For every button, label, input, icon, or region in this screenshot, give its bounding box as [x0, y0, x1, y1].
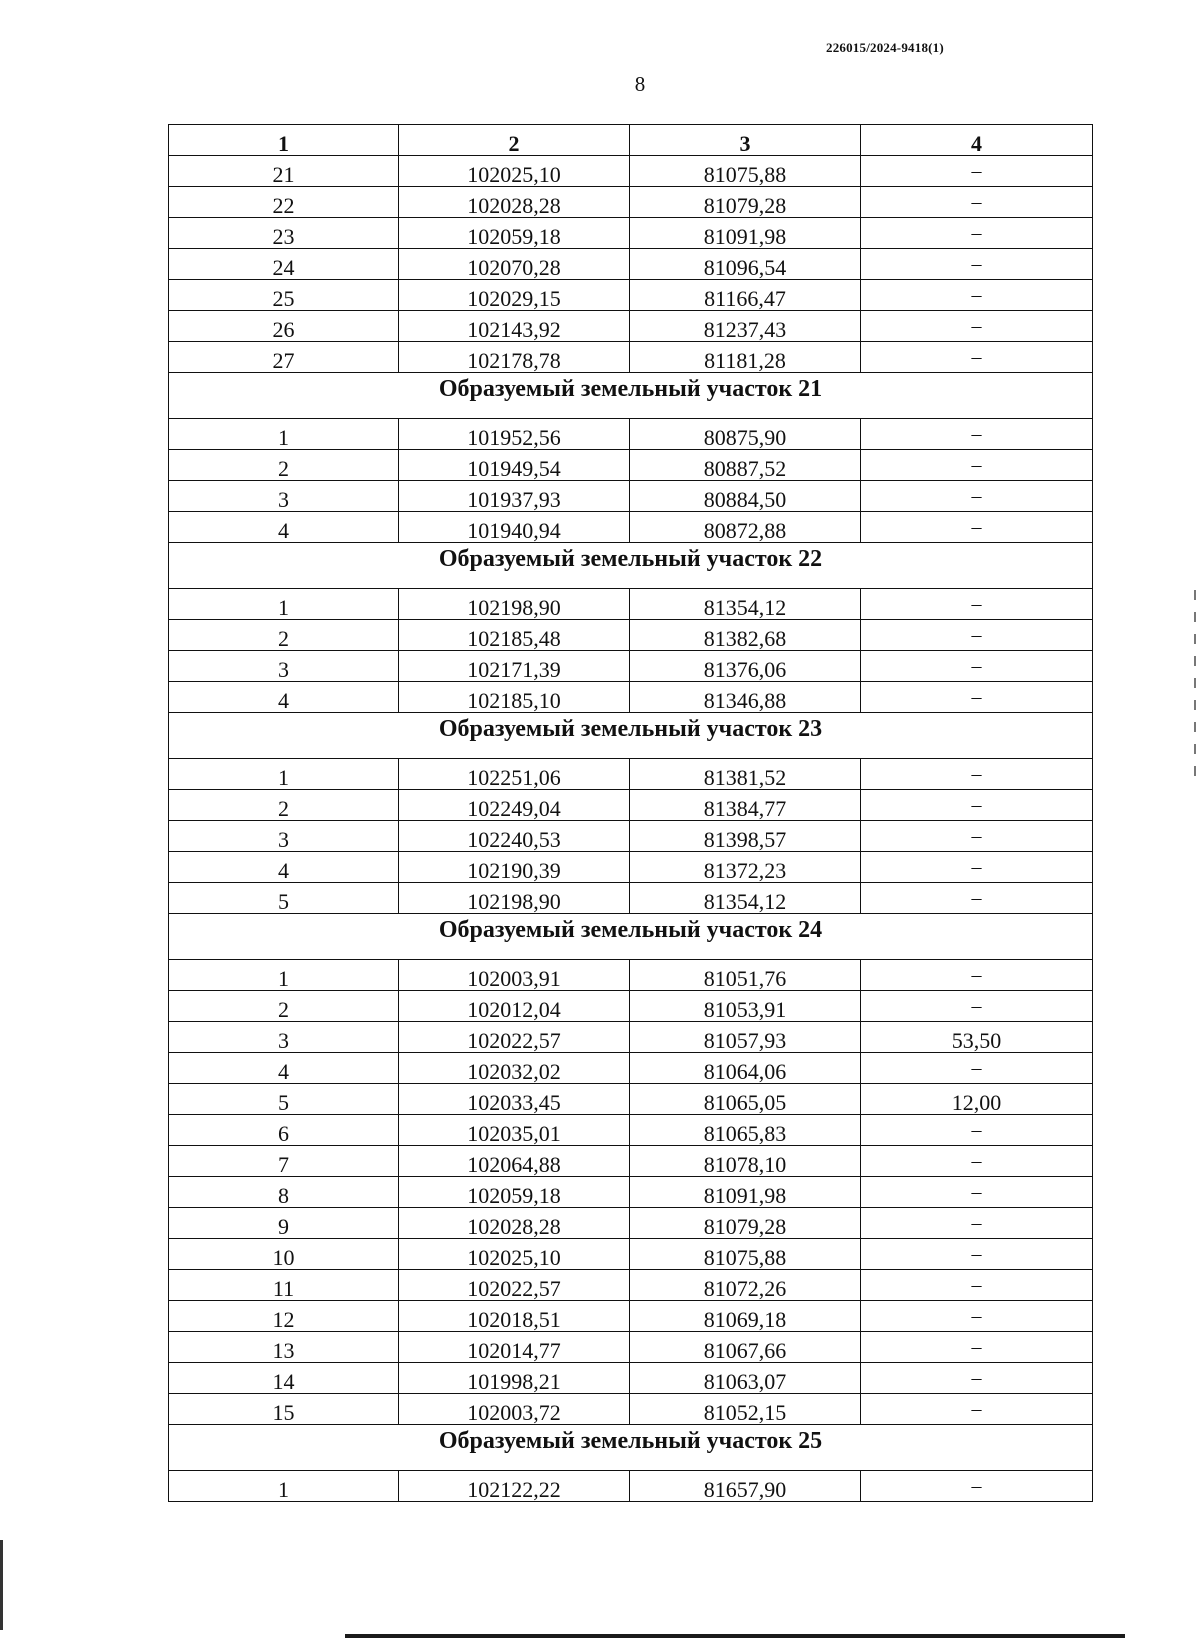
y-coordinate-cell: 81382,68 [630, 620, 861, 651]
x-coordinate-cell: 102028,28 [399, 187, 630, 218]
x-coordinate-cell: 102240,53 [399, 821, 630, 852]
x-coordinate-cell: 102143,92 [399, 311, 630, 342]
column-header-4: 4 [861, 125, 1093, 156]
y-coordinate-cell: 81078,10 [630, 1146, 861, 1177]
value-cell: – [861, 1471, 1093, 1502]
table-row [169, 311, 1093, 342]
value-cell: – [861, 1053, 1093, 1084]
table-row [169, 852, 1093, 883]
y-coordinate-cell: 81346,88 [630, 682, 861, 713]
x-coordinate-cell: 102059,18 [399, 218, 630, 249]
column-header-2: 2 [399, 125, 630, 156]
y-coordinate-cell: 81051,76 [630, 960, 861, 991]
y-coordinate-cell: 81075,88 [630, 1239, 861, 1270]
table-row [169, 991, 1093, 1022]
y-coordinate-cell: 81091,98 [630, 1177, 861, 1208]
x-coordinate-cell: 102190,39 [399, 852, 630, 883]
y-coordinate-cell: 81237,43 [630, 311, 861, 342]
y-coordinate-cell: 80875,90 [630, 419, 861, 450]
x-coordinate-cell: 102022,57 [399, 1270, 630, 1301]
table-row [169, 1471, 1093, 1502]
value-cell: – [861, 280, 1093, 311]
table-row [169, 1363, 1093, 1394]
value-cell: – [861, 1332, 1093, 1363]
point-number-cell: 26 [169, 311, 399, 342]
value-cell: 53,50 [861, 1022, 1093, 1053]
value-cell: – [861, 218, 1093, 249]
table-row [169, 481, 1093, 512]
table-row [169, 512, 1093, 543]
y-coordinate-cell: 81063,07 [630, 1363, 861, 1394]
value-cell: – [861, 1270, 1093, 1301]
value-cell: – [861, 821, 1093, 852]
table-row [169, 1053, 1093, 1084]
point-number-cell: 4 [169, 512, 399, 543]
value-cell: – [861, 883, 1093, 914]
value-cell: – [861, 589, 1093, 620]
table-row [169, 883, 1093, 914]
value-cell: – [861, 1239, 1093, 1270]
table-row [169, 419, 1093, 450]
value-cell: – [861, 1208, 1093, 1239]
table-row [169, 620, 1093, 651]
x-coordinate-cell: 102249,04 [399, 790, 630, 821]
value-cell: – [861, 991, 1093, 1022]
value-cell: – [861, 1177, 1093, 1208]
y-coordinate-cell: 81372,23 [630, 852, 861, 883]
column-header-3: 3 [630, 125, 861, 156]
table-row [169, 1115, 1093, 1146]
section-header-row [169, 914, 1093, 960]
x-coordinate-cell: 102070,28 [399, 249, 630, 280]
table-row [169, 218, 1093, 249]
table-row [169, 1084, 1093, 1115]
point-number-cell: 2 [169, 620, 399, 651]
table-row [169, 1332, 1093, 1363]
table-row [169, 1208, 1093, 1239]
y-coordinate-cell: 81057,93 [630, 1022, 861, 1053]
point-number-cell: 3 [169, 481, 399, 512]
y-coordinate-cell: 81354,12 [630, 589, 861, 620]
point-number-cell: 3 [169, 1022, 399, 1053]
y-coordinate-cell: 81166,47 [630, 280, 861, 311]
x-coordinate-cell: 102003,72 [399, 1394, 630, 1425]
coordinates-table [168, 124, 1093, 1502]
value-cell: – [861, 960, 1093, 991]
point-number-cell: 6 [169, 1115, 399, 1146]
section-title: Образуемый земельный участок 22 [169, 543, 1093, 589]
point-number-cell: 12 [169, 1301, 399, 1332]
x-coordinate-cell: 102025,10 [399, 156, 630, 187]
point-number-cell: 24 [169, 249, 399, 280]
x-coordinate-cell: 102028,28 [399, 1208, 630, 1239]
x-coordinate-cell: 102029,15 [399, 280, 630, 311]
section-title: Образуемый земельный участок 21 [169, 373, 1093, 419]
point-number-cell: 1 [169, 960, 399, 991]
y-coordinate-cell: 81376,06 [630, 651, 861, 682]
value-cell: – [861, 450, 1093, 481]
y-coordinate-cell: 81079,28 [630, 187, 861, 218]
value-cell: – [861, 1146, 1093, 1177]
point-number-cell: 23 [169, 218, 399, 249]
scan-artifact-left-edge [0, 1540, 3, 1630]
point-number-cell: 11 [169, 1270, 399, 1301]
column-header-1: 1 [169, 125, 399, 156]
y-coordinate-cell: 81079,28 [630, 1208, 861, 1239]
y-coordinate-cell: 81052,15 [630, 1394, 861, 1425]
x-coordinate-cell: 102198,90 [399, 589, 630, 620]
value-cell: – [861, 790, 1093, 821]
point-number-cell: 1 [169, 589, 399, 620]
y-coordinate-cell: 81384,77 [630, 790, 861, 821]
x-coordinate-cell: 102122,22 [399, 1471, 630, 1502]
section-header-row [169, 713, 1093, 759]
point-number-cell: 5 [169, 883, 399, 914]
value-cell: 12,00 [861, 1084, 1093, 1115]
scan-artifact-right-edge [1194, 590, 1196, 780]
point-number-cell: 1 [169, 419, 399, 450]
point-number-cell: 4 [169, 852, 399, 883]
table-row [169, 1239, 1093, 1270]
y-coordinate-cell: 80872,88 [630, 512, 861, 543]
point-number-cell: 2 [169, 450, 399, 481]
x-coordinate-cell: 102022,57 [399, 1022, 630, 1053]
x-coordinate-cell: 101937,93 [399, 481, 630, 512]
table-row [169, 187, 1093, 218]
x-coordinate-cell: 101952,56 [399, 419, 630, 450]
point-number-cell: 25 [169, 280, 399, 311]
y-coordinate-cell: 80887,52 [630, 450, 861, 481]
section-header-row [169, 543, 1093, 589]
point-number-cell: 5 [169, 1084, 399, 1115]
table-row [169, 280, 1093, 311]
x-coordinate-cell: 102035,01 [399, 1115, 630, 1146]
point-number-cell: 3 [169, 651, 399, 682]
point-number-cell: 2 [169, 991, 399, 1022]
value-cell: – [861, 682, 1093, 713]
x-coordinate-cell: 102198,90 [399, 883, 630, 914]
y-coordinate-cell: 81398,57 [630, 821, 861, 852]
value-cell: – [861, 651, 1093, 682]
y-coordinate-cell: 81657,90 [630, 1471, 861, 1502]
y-coordinate-cell: 81096,54 [630, 249, 861, 280]
table-row [169, 821, 1093, 852]
y-coordinate-cell: 81181,28 [630, 342, 861, 373]
table-row [169, 1022, 1093, 1053]
y-coordinate-cell: 81064,06 [630, 1053, 861, 1084]
point-number-cell: 7 [169, 1146, 399, 1177]
x-coordinate-cell: 102064,88 [399, 1146, 630, 1177]
table-row [169, 450, 1093, 481]
point-number-cell: 1 [169, 1471, 399, 1502]
table-body [169, 156, 1093, 1502]
point-number-cell: 4 [169, 682, 399, 713]
x-coordinate-cell: 102014,77 [399, 1332, 630, 1363]
x-coordinate-cell: 102178,78 [399, 342, 630, 373]
table-row [169, 759, 1093, 790]
x-coordinate-cell: 101949,54 [399, 450, 630, 481]
point-number-cell: 2 [169, 790, 399, 821]
x-coordinate-cell: 102003,91 [399, 960, 630, 991]
x-coordinate-cell: 102185,48 [399, 620, 630, 651]
point-number-cell: 13 [169, 1332, 399, 1363]
table-row [169, 960, 1093, 991]
x-coordinate-cell: 102018,51 [399, 1301, 630, 1332]
y-coordinate-cell: 81067,66 [630, 1332, 861, 1363]
y-coordinate-cell: 81091,98 [630, 218, 861, 249]
y-coordinate-cell: 81075,88 [630, 156, 861, 187]
point-number-cell: 8 [169, 1177, 399, 1208]
y-coordinate-cell: 80884,50 [630, 481, 861, 512]
x-coordinate-cell: 101940,94 [399, 512, 630, 543]
y-coordinate-cell: 81354,12 [630, 883, 861, 914]
point-number-cell: 15 [169, 1394, 399, 1425]
section-title: Образуемый земельный участок 23 [169, 713, 1093, 759]
value-cell: – [861, 311, 1093, 342]
value-cell: – [861, 187, 1093, 218]
value-cell: – [861, 1394, 1093, 1425]
value-cell: – [861, 1115, 1093, 1146]
y-coordinate-cell: 81069,18 [630, 1301, 861, 1332]
y-coordinate-cell: 81072,26 [630, 1270, 861, 1301]
value-cell: – [861, 249, 1093, 280]
value-cell: – [861, 156, 1093, 187]
point-number-cell: 14 [169, 1363, 399, 1394]
table-row [169, 589, 1093, 620]
value-cell: – [861, 342, 1093, 373]
table-row [169, 682, 1093, 713]
point-number-cell: 4 [169, 1053, 399, 1084]
x-coordinate-cell: 102251,06 [399, 759, 630, 790]
table-row [169, 249, 1093, 280]
value-cell: – [861, 1301, 1093, 1332]
table-row [169, 1394, 1093, 1425]
value-cell: – [861, 481, 1093, 512]
point-number-cell: 1 [169, 759, 399, 790]
x-coordinate-cell: 102059,18 [399, 1177, 630, 1208]
x-coordinate-cell: 102032,02 [399, 1053, 630, 1084]
table-row [169, 1177, 1093, 1208]
value-cell: – [861, 419, 1093, 450]
table-row [169, 1301, 1093, 1332]
document-registration-number: 226015/2024-9418(1) [826, 40, 944, 55]
x-coordinate-cell: 101998,21 [399, 1363, 630, 1394]
y-coordinate-cell: 81065,83 [630, 1115, 861, 1146]
x-coordinate-cell: 102033,45 [399, 1084, 630, 1115]
table-row [169, 342, 1093, 373]
point-number-cell: 27 [169, 342, 399, 373]
point-number-cell: 3 [169, 821, 399, 852]
table-row [169, 790, 1093, 821]
y-coordinate-cell: 81381,52 [630, 759, 861, 790]
x-coordinate-cell: 102012,04 [399, 991, 630, 1022]
x-coordinate-cell: 102171,39 [399, 651, 630, 682]
section-title: Образуемый земельный участок 24 [169, 914, 1093, 960]
scan-artifact-bottom-edge [345, 1634, 1125, 1638]
table-row [169, 1146, 1093, 1177]
section-title: Образуемый земельный участок 25 [169, 1425, 1093, 1471]
y-coordinate-cell: 81053,91 [630, 991, 861, 1022]
page-number: 8 [634, 72, 646, 96]
table-row [169, 651, 1093, 682]
value-cell: – [861, 512, 1093, 543]
point-number-cell: 10 [169, 1239, 399, 1270]
value-cell: – [861, 620, 1093, 651]
point-number-cell: 22 [169, 187, 399, 218]
value-cell: – [861, 852, 1093, 883]
table-row [169, 156, 1093, 187]
table-header-row [169, 125, 1093, 156]
x-coordinate-cell: 102025,10 [399, 1239, 630, 1270]
value-cell: – [861, 1363, 1093, 1394]
point-number-cell: 9 [169, 1208, 399, 1239]
x-coordinate-cell: 102185,10 [399, 682, 630, 713]
table-row [169, 1270, 1093, 1301]
value-cell: – [861, 759, 1093, 790]
y-coordinate-cell: 81065,05 [630, 1084, 861, 1115]
point-number-cell: 21 [169, 156, 399, 187]
section-header-row [169, 373, 1093, 419]
section-header-row [169, 1425, 1093, 1471]
